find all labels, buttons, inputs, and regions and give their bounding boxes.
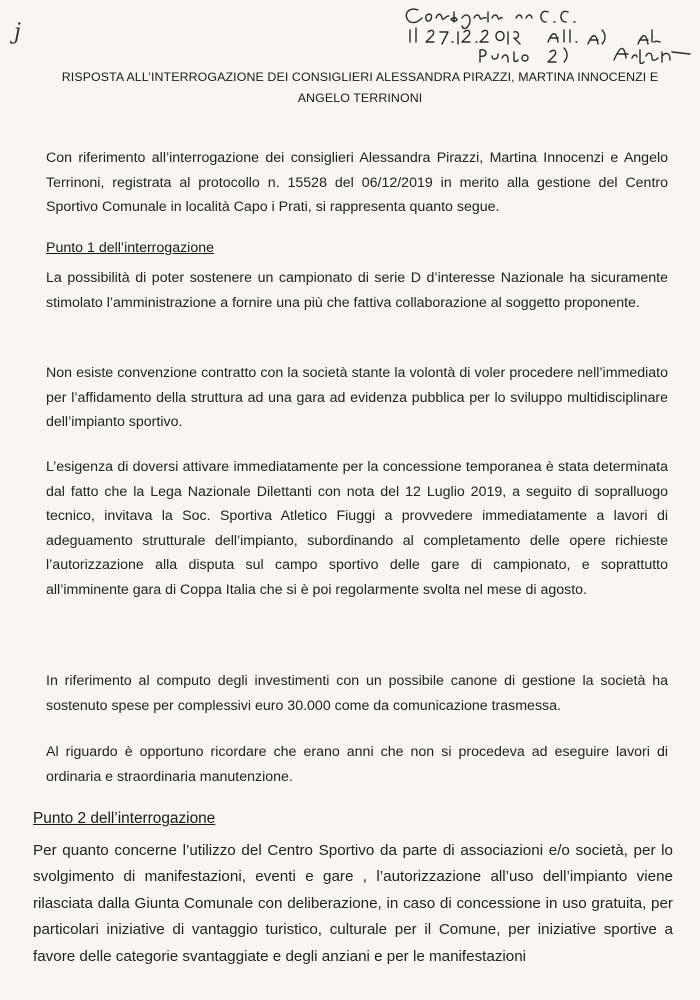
handwritten-annotation — [388, 2, 698, 64]
section-2-paragraph-1: Per quanto concerne l’utilizzo del Centro Sportivo da parte di associazioni e/o società, per lo svolgimento di manifestazioni, eventi e gare , l’autorizzazione all’uso dell’impianto viene rilasciata dalla Giunta Comunale con deliberazione, in caso di concessione in uso gratuita, per particolari iniziative di vantaggio turistico, culturale per il Comune, per iniziative sportive a favore delle categorie svantaggiate e degli anziani e per le manifestazioni — [33, 842, 673, 965]
section-1-paragraph-4: In riferimento al computo degli investimenti con un possibile canone di gestione la società ha sostenuto spese per complessivi euro 30.000 come da comunicazione trasmessa. — [46, 673, 668, 714]
document-title-line-1: RISPOSTA ALL’INTERROGAZIONE DEI CONSIGLIERI ALESSANDRA PIRAZZI, MARTINA INNOCENZI E — [61, 70, 659, 84]
section-1-paragraph-1: La possibilità di poter sostenere un campionato di serie D d’interesse Nazionale ha sicuramente stimolato l’amministrazione a fornire una più che fattiva collaborazione al soggetto proponente. — [46, 270, 668, 311]
intro-paragraph: Con riferimento all’interrogazione dei consiglieri Alessandra Pirazzi, Martina Innocenzi e Angelo Terrinoni, registrata al protocollo n. 15528 del 06/12/2019 in merito alla gestione del Centro Sportivo Comunale in località Capo i Prati, si rappresenta quanto segue. — [46, 150, 668, 215]
section-1-paragraph-3: L’esigenza di doversi attivare immediatamente per la concessione temporanea è stata determinata dal fatto che la Lega Nazionale Dilettanti con nota del 12 Luglio 2019, a seguito di sopralluogo tecnico, invitava la Soc. Sportiva Atletico Fiuggi a provvedere immediatamente a lavori di adeguamento strutturale dell’impianto, subordinando al completamento delle opere richieste l’autorizzazione alla disputa sul campo sportivo delle gare di campionato, e soprattutto all’imminente gara di Coppa Italia che si è poi regolarmente svolta nel mese di agosto. — [46, 459, 668, 598]
section-1-heading: Punto 1 dell’interrogazione — [46, 240, 214, 256]
section-1-paragraph-5: Al riguardo è opportuno ricordare che erano anni che non si procedeva ad eseguire lavori di ordinaria e straordinaria manutenzione. — [46, 744, 668, 785]
section-1-paragraph-2: Non esiste convenzione contratto con la società stante la volontà di voler procedere nell’immediato per l’affidamento della struttura ad una gara ad evidenza pubblica per lo sviluppo multidisciplinare dell’impianto sportivo. — [46, 365, 668, 430]
margin-mark: j — [14, 20, 21, 45]
section-2-heading: Punto 2 dell’interrogazione — [33, 810, 216, 827]
document-title-line-2: ANGELO TERRINONI — [297, 91, 423, 105]
